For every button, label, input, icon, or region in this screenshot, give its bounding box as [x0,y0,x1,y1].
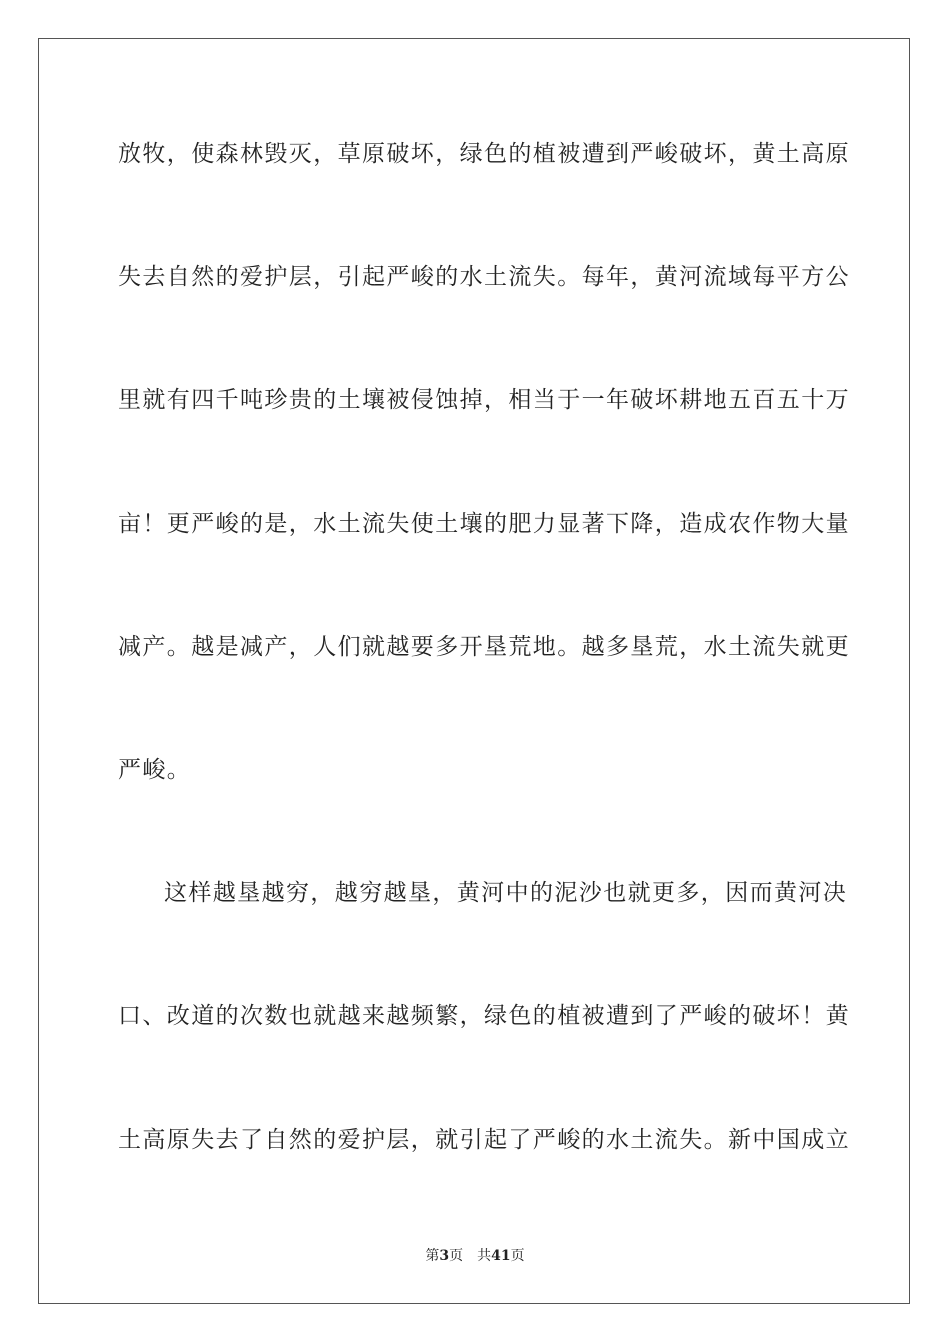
body-text-line-8: 口、改道的次数也就越来越频繁，绿色的植被遭到了严峻的破坏！黄 [118,1003,850,1029]
body-text-line-9: 土高原失去了自然的爱护层，就引起了严峻的水土流失。新中国成立 [118,1127,850,1153]
total-label-suffix: 页 [510,1248,525,1264]
body-text-line-6: 严峻。 [118,757,192,783]
total-label-prefix: 共 [477,1248,492,1264]
page-border [38,38,910,1304]
paragraph-first-line: 这样越垦越穷，越穷越垦，黄河中的泥沙也就更多，因而黄河决 [164,880,848,906]
body-text-line-2: 失去自然的爱护层，引起严峻的水土流失。每年，黄河流域每平方公 [118,264,850,290]
body-text-line-4: 亩！更严峻的是，水土流失使土壤的肥力显著下降，造成农作物大量 [118,511,850,537]
page-footer [0,1247,950,1265]
body-text-line-5: 减产。越是减产，人们就越要多开垦荒地。越多垦荒，水土流失就更 [118,634,850,660]
current-page-number: 3 [439,1248,450,1264]
body-text-line-3: 里就有四千吨珍贵的土壤被侵蚀掉，相当于一年破坏耕地五百五十万 [118,387,850,413]
page-label-suffix: 页 [449,1248,464,1264]
body-text-line-1: 放牧，使森林毁灭，草原破坏，绿色的植被遭到严峻破坏，黄土高原 [118,141,850,167]
page-label-prefix: 第 [425,1248,440,1264]
total-pages-number: 41 [491,1248,511,1264]
